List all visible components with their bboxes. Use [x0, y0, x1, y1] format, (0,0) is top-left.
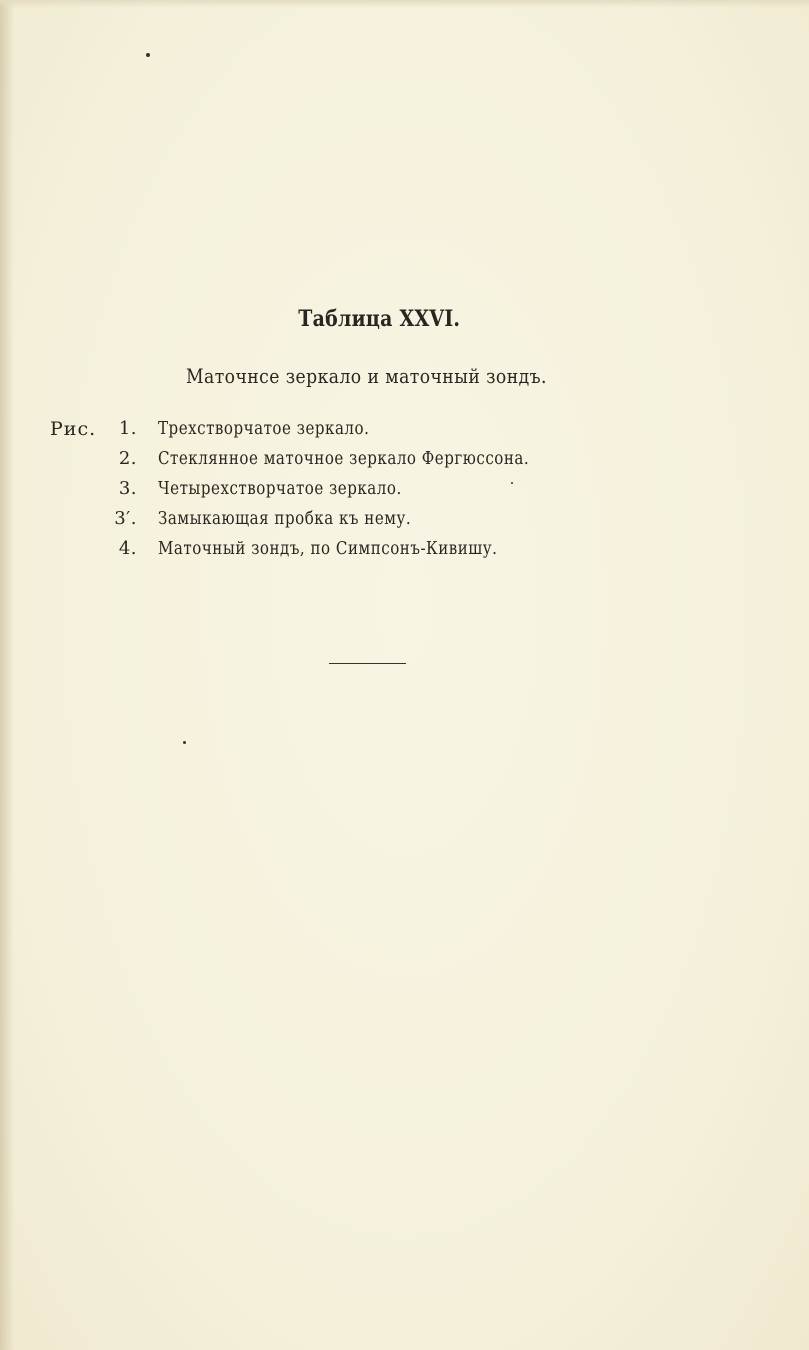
figure-caption: Маточный зондъ, по Симпсонъ-Кивишу.: [158, 539, 498, 559]
figure-item: [0, 448, 809, 478]
plate-subtitle: Маточнсе зеркало и маточный зондъ.: [186, 364, 547, 388]
figure-item: [0, 478, 809, 508]
page-top-edge-shadow: [0, 0, 809, 8]
figure-caption: Трехстворчатое зеркало.: [158, 419, 370, 439]
ink-speck: [183, 741, 186, 744]
figure-item: [0, 538, 809, 568]
figure-prefix: Рис.: [50, 418, 97, 440]
plate-title: Таблица XXVI.: [298, 306, 461, 332]
figure-number: 2.: [118, 448, 137, 469]
figure-number: 1.: [118, 418, 137, 439]
figure-item: [0, 508, 809, 538]
section-divider: [329, 663, 406, 664]
figure-caption: Стеклянное маточное зеркало Фергюссона.: [158, 449, 530, 469]
figure-number: 3.: [118, 478, 137, 499]
figure-number: 3′.: [114, 508, 137, 529]
figure-number: 4.: [118, 538, 137, 559]
figure-caption: Замыкающая пробка къ нему.: [158, 509, 412, 529]
figure-caption: Четырехстворчатое зеркало.: [158, 479, 402, 499]
figure-item: [0, 418, 809, 448]
ink-speck: [146, 53, 150, 57]
page-left-edge-shadow: [0, 0, 14, 1350]
